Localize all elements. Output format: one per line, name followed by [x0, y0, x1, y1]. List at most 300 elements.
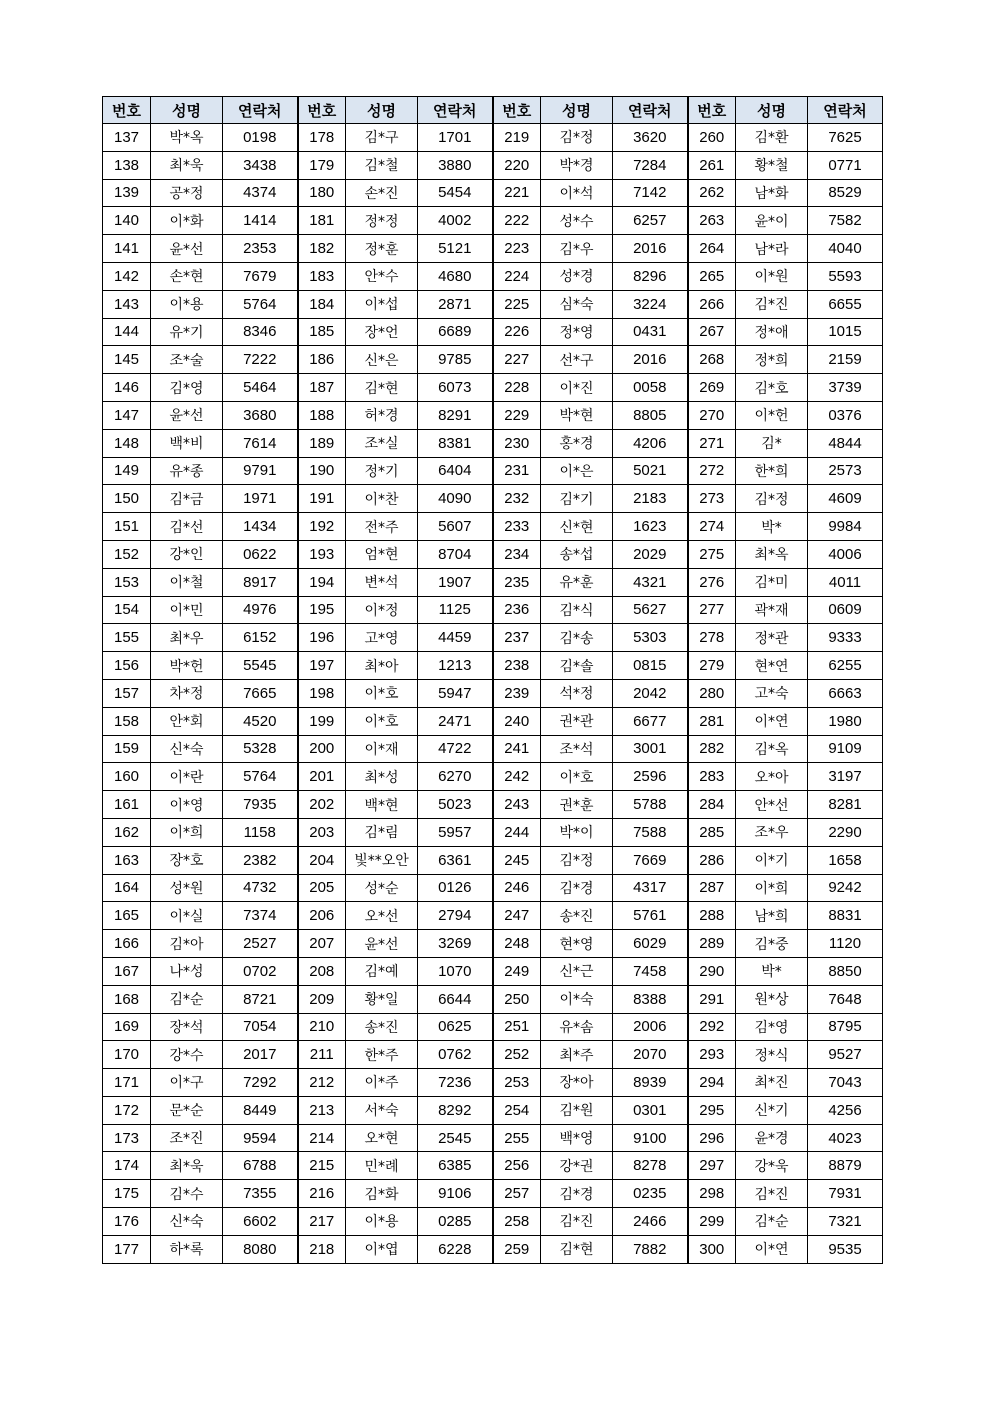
entry-phone: 2017: [223, 1041, 298, 1069]
entry-number: 143: [103, 290, 151, 318]
entry-name: 송*섭: [541, 540, 613, 568]
entry-number: 265: [688, 262, 736, 290]
entry-name: 유*기: [151, 318, 223, 346]
entry-number: 281: [688, 707, 736, 735]
entry-number: 140: [103, 207, 151, 235]
entry-name: 이*주: [346, 1069, 418, 1097]
entry-name: 신*현: [541, 513, 613, 541]
entry-number: 148: [103, 429, 151, 457]
entry-name: 김*영: [151, 374, 223, 402]
entry-number: 201: [298, 763, 346, 791]
entry-phone: 5764: [223, 290, 298, 318]
table-row: [103, 1069, 883, 1097]
entry-number: 166: [103, 930, 151, 958]
entry-number: 157: [103, 679, 151, 707]
entry-phone: 2545: [418, 1124, 493, 1152]
entry-name: 성*원: [151, 874, 223, 902]
entry-number: 212: [298, 1069, 346, 1097]
entry-phone: 8795: [808, 1013, 883, 1041]
entry-name: 백*비: [151, 429, 223, 457]
entry-number: 276: [688, 568, 736, 596]
entry-phone: 2070: [613, 1041, 688, 1069]
entry-name: 남*화: [736, 179, 808, 207]
number-header: 번호: [298, 97, 346, 124]
entry-number: 198: [298, 679, 346, 707]
entry-number: 160: [103, 763, 151, 791]
entry-phone: 2016: [613, 346, 688, 374]
entry-number: 220: [493, 151, 541, 179]
entry-name: 김*화: [346, 1180, 418, 1208]
entry-phone: 6073: [418, 374, 493, 402]
entry-phone: 7935: [223, 791, 298, 819]
entry-name: 한*주: [346, 1041, 418, 1069]
entry-number: 191: [298, 485, 346, 513]
entry-number: 263: [688, 207, 736, 235]
entry-number: 177: [103, 1235, 151, 1263]
entry-name: 유*솜: [541, 1013, 613, 1041]
entry-name: 공*정: [151, 179, 223, 207]
entry-phone: 7284: [613, 151, 688, 179]
entry-phone: 6228: [418, 1235, 493, 1263]
entry-name: 석*정: [541, 679, 613, 707]
table-row: [103, 124, 883, 152]
entry-number: 161: [103, 791, 151, 819]
entry-phone: 4090: [418, 485, 493, 513]
entry-name: 장*아: [541, 1069, 613, 1097]
entry-phone: 1158: [223, 818, 298, 846]
entry-name: 홍*경: [541, 429, 613, 457]
entry-name: 정*훈: [346, 235, 418, 263]
entry-phone: 6257: [613, 207, 688, 235]
entry-number: 149: [103, 457, 151, 485]
entry-number: 188: [298, 401, 346, 429]
entry-phone: 6602: [223, 1208, 298, 1236]
entry-phone: 5593: [808, 262, 883, 290]
entry-name: 하*록: [151, 1235, 223, 1263]
entry-number: 190: [298, 457, 346, 485]
entry-phone: 9785: [418, 346, 493, 374]
entry-number: 142: [103, 262, 151, 290]
entry-name: 성*순: [346, 874, 418, 902]
entry-name: 이*기: [736, 846, 808, 874]
entry-number: 165: [103, 902, 151, 930]
entry-phone: 8529: [808, 179, 883, 207]
table-row: [103, 1096, 883, 1124]
entry-number: 208: [298, 957, 346, 985]
table-row: [103, 179, 883, 207]
entry-name: 선*구: [541, 346, 613, 374]
entry-name: 김*식: [541, 596, 613, 624]
table-row: [103, 735, 883, 763]
entry-phone: 8388: [613, 985, 688, 1013]
entry-number: 216: [298, 1180, 346, 1208]
entry-number: 299: [688, 1208, 736, 1236]
entry-name: 김*옥: [736, 735, 808, 763]
contact-header: 연락처: [418, 97, 493, 124]
entry-number: 244: [493, 818, 541, 846]
entry-number: 159: [103, 735, 151, 763]
entry-phone: 1434: [223, 513, 298, 541]
entry-name: 한*희: [736, 457, 808, 485]
entry-number: 287: [688, 874, 736, 902]
table-header: [103, 97, 883, 124]
entry-number: 203: [298, 818, 346, 846]
entry-name: 허*경: [346, 401, 418, 429]
entry-number: 250: [493, 985, 541, 1013]
entry-name: 이*용: [151, 290, 223, 318]
entry-phone: 7614: [223, 429, 298, 457]
entry-name: 손*진: [346, 179, 418, 207]
entry-phone: 3739: [808, 374, 883, 402]
entry-number: 288: [688, 902, 736, 930]
entry-phone: 7882: [613, 1235, 688, 1263]
entry-number: 167: [103, 957, 151, 985]
entry-number: 199: [298, 707, 346, 735]
entry-number: 234: [493, 540, 541, 568]
table-row: [103, 763, 883, 791]
roster-table: [102, 96, 883, 1264]
entry-name: 박*헌: [151, 652, 223, 680]
entry-phone: 5328: [223, 735, 298, 763]
entry-number: 200: [298, 735, 346, 763]
entry-number: 296: [688, 1124, 736, 1152]
entry-number: 274: [688, 513, 736, 541]
table-row: [103, 401, 883, 429]
entry-number: 221: [493, 179, 541, 207]
entry-number: 230: [493, 429, 541, 457]
entry-name: 김*영: [736, 1013, 808, 1041]
entry-phone: 3880: [418, 151, 493, 179]
entry-number: 179: [298, 151, 346, 179]
table-row: [103, 985, 883, 1013]
table-row: [103, 207, 883, 235]
table-row: [103, 485, 883, 513]
table-row: [103, 791, 883, 819]
entry-number: 242: [493, 763, 541, 791]
entry-name: 안*선: [736, 791, 808, 819]
entry-phone: 2159: [808, 346, 883, 374]
entry-number: 261: [688, 151, 736, 179]
entry-name: 송*진: [541, 902, 613, 930]
entry-number: 222: [493, 207, 541, 235]
entry-phone: 6644: [418, 985, 493, 1013]
entry-name: 안*회: [151, 707, 223, 735]
entry-phone: 7582: [808, 207, 883, 235]
entry-name: 김*진: [736, 290, 808, 318]
entry-phone: 0609: [808, 596, 883, 624]
entry-number: 147: [103, 401, 151, 429]
entry-name: 최*진: [736, 1069, 808, 1097]
entry-phone: 1980: [808, 707, 883, 735]
entry-phone: 7679: [223, 262, 298, 290]
entry-phone: 3197: [808, 763, 883, 791]
entry-number: 186: [298, 346, 346, 374]
number-header: 번호: [103, 97, 151, 124]
entry-number: 264: [688, 235, 736, 263]
entry-name: 김*송: [541, 624, 613, 652]
entry-number: 293: [688, 1041, 736, 1069]
entry-number: 138: [103, 151, 151, 179]
entry-number: 164: [103, 874, 151, 902]
entry-number: 219: [493, 124, 541, 152]
entry-number: 282: [688, 735, 736, 763]
entry-number: 162: [103, 818, 151, 846]
table-row: [103, 707, 883, 735]
number-header: 번호: [493, 97, 541, 124]
entry-phone: 5627: [613, 596, 688, 624]
entry-name: 정*관: [736, 624, 808, 652]
table-row: [103, 1208, 883, 1236]
entry-phone: 8879: [808, 1152, 883, 1180]
entry-name: 이*구: [151, 1069, 223, 1097]
entry-phone: 1120: [808, 930, 883, 958]
entry-number: 268: [688, 346, 736, 374]
entry-name: 이*숙: [541, 985, 613, 1013]
entry-phone: 0771: [808, 151, 883, 179]
entry-name: 윤*선: [346, 930, 418, 958]
entry-name: 박*: [736, 957, 808, 985]
entry-phone: 4256: [808, 1096, 883, 1124]
entry-phone: 1414: [223, 207, 298, 235]
entry-phone: 6255: [808, 652, 883, 680]
entry-number: 209: [298, 985, 346, 1013]
entry-phone: 1015: [808, 318, 883, 346]
entry-name: 정*애: [736, 318, 808, 346]
entry-phone: 9333: [808, 624, 883, 652]
table-row: [103, 235, 883, 263]
entry-number: 174: [103, 1152, 151, 1180]
entry-phone: 8080: [223, 1235, 298, 1263]
entry-number: 223: [493, 235, 541, 263]
entry-name: 이*섭: [346, 290, 418, 318]
entry-phone: 2042: [613, 679, 688, 707]
entry-name: 원*상: [736, 985, 808, 1013]
entry-phone: 0126: [418, 874, 493, 902]
entry-name: 황*철: [736, 151, 808, 179]
entry-number: 172: [103, 1096, 151, 1124]
entry-name: 손*현: [151, 262, 223, 290]
entry-phone: 7931: [808, 1180, 883, 1208]
entry-name: 박*이: [541, 818, 613, 846]
entry-phone: 5303: [613, 624, 688, 652]
entry-phone: 4680: [418, 262, 493, 290]
entry-number: 284: [688, 791, 736, 819]
entry-phone: 7625: [808, 124, 883, 152]
entry-number: 168: [103, 985, 151, 1013]
entry-phone: 2471: [418, 707, 493, 735]
entry-name: 윤*이: [736, 207, 808, 235]
entry-number: 243: [493, 791, 541, 819]
entry-name: 김*순: [736, 1208, 808, 1236]
entry-name: 신*숙: [151, 735, 223, 763]
entry-phone: 6270: [418, 763, 493, 791]
entry-number: 175: [103, 1180, 151, 1208]
entry-number: 231: [493, 457, 541, 485]
entry-number: 270: [688, 401, 736, 429]
entry-name: 성*경: [541, 262, 613, 290]
entry-name: 엄*현: [346, 540, 418, 568]
entry-number: 285: [688, 818, 736, 846]
entry-phone: 2353: [223, 235, 298, 263]
entry-name: 이*호: [346, 679, 418, 707]
entry-phone: 3269: [418, 930, 493, 958]
entry-name: 김*구: [346, 124, 418, 152]
entry-number: 259: [493, 1235, 541, 1263]
entry-phone: 5947: [418, 679, 493, 707]
entry-phone: 6788: [223, 1152, 298, 1180]
entry-name: 김*정: [541, 124, 613, 152]
entry-number: 170: [103, 1041, 151, 1069]
table-row: [103, 290, 883, 318]
entry-name: 강*욱: [736, 1152, 808, 1180]
entry-name: 정*희: [736, 346, 808, 374]
contact-header: 연락처: [613, 97, 688, 124]
entry-phone: 2382: [223, 846, 298, 874]
entry-number: 295: [688, 1096, 736, 1124]
entry-name: 김*환: [736, 124, 808, 152]
entry-name: 오*아: [736, 763, 808, 791]
entry-phone: 4722: [418, 735, 493, 763]
entry-phone: 4374: [223, 179, 298, 207]
entry-name: 서*숙: [346, 1096, 418, 1124]
entry-name: 황*일: [346, 985, 418, 1013]
entry-name: 신*기: [736, 1096, 808, 1124]
table-row: [103, 1124, 883, 1152]
entry-name: 윤*경: [736, 1124, 808, 1152]
entry-number: 180: [298, 179, 346, 207]
entry-name: 김*미: [736, 568, 808, 596]
entry-number: 248: [493, 930, 541, 958]
entry-phone: 9984: [808, 513, 883, 541]
entry-name: 권*관: [541, 707, 613, 735]
entry-number: 292: [688, 1013, 736, 1041]
entry-number: 158: [103, 707, 151, 735]
entry-name: 정*기: [346, 457, 418, 485]
table-row: [103, 957, 883, 985]
entry-name: 박*현: [541, 401, 613, 429]
entry-number: 246: [493, 874, 541, 902]
entry-name: 조*우: [736, 818, 808, 846]
table-row: [103, 1152, 883, 1180]
entry-number: 275: [688, 540, 736, 568]
entry-name: 이*연: [736, 707, 808, 735]
entry-number: 197: [298, 652, 346, 680]
entry-name: 이*엽: [346, 1235, 418, 1263]
entry-number: 189: [298, 429, 346, 457]
entry-phone: 4040: [808, 235, 883, 263]
entry-name: 남*라: [736, 235, 808, 263]
entry-phone: 2573: [808, 457, 883, 485]
entry-number: 146: [103, 374, 151, 402]
entry-name: 현*연: [736, 652, 808, 680]
entry-phone: 8850: [808, 957, 883, 985]
entry-phone: 8721: [223, 985, 298, 1013]
entry-phone: 2183: [613, 485, 688, 513]
entry-phone: 4002: [418, 207, 493, 235]
entry-phone: 4006: [808, 540, 883, 568]
entry-phone: 7669: [613, 846, 688, 874]
entry-phone: 4520: [223, 707, 298, 735]
entry-name: 송*진: [346, 1013, 418, 1041]
entry-phone: 4844: [808, 429, 883, 457]
entry-phone: 9109: [808, 735, 883, 763]
table-row: [103, 679, 883, 707]
entry-number: 300: [688, 1235, 736, 1263]
table-row: [103, 652, 883, 680]
table-row: [103, 151, 883, 179]
entry-phone: 2527: [223, 930, 298, 958]
entry-number: 211: [298, 1041, 346, 1069]
entry-phone: 7458: [613, 957, 688, 985]
entry-number: 240: [493, 707, 541, 735]
entry-phone: 8278: [613, 1152, 688, 1180]
entry-number: 204: [298, 846, 346, 874]
entry-phone: 3224: [613, 290, 688, 318]
entry-number: 171: [103, 1069, 151, 1097]
entry-name: 안*수: [346, 262, 418, 290]
entry-name: 이*찬: [346, 485, 418, 513]
entry-number: 178: [298, 124, 346, 152]
entry-number: 269: [688, 374, 736, 402]
entry-phone: 1213: [418, 652, 493, 680]
entry-name: 김*아: [151, 930, 223, 958]
entry-number: 252: [493, 1041, 541, 1069]
entry-phone: 0815: [613, 652, 688, 680]
entry-name: 성*수: [541, 207, 613, 235]
entry-name: 최*우: [151, 624, 223, 652]
entry-name: 이*석: [541, 179, 613, 207]
entry-name: 김*원: [541, 1096, 613, 1124]
entry-phone: 6029: [613, 930, 688, 958]
entry-phone: 7292: [223, 1069, 298, 1097]
entry-phone: 1125: [418, 596, 493, 624]
entry-number: 256: [493, 1152, 541, 1180]
table-row: [103, 1013, 883, 1041]
entry-phone: 3620: [613, 124, 688, 152]
table-row: [103, 1041, 883, 1069]
entry-number: 239: [493, 679, 541, 707]
entry-number: 181: [298, 207, 346, 235]
entry-number: 241: [493, 735, 541, 763]
entry-number: 137: [103, 124, 151, 152]
entry-number: 255: [493, 1124, 541, 1152]
entry-number: 247: [493, 902, 541, 930]
table-row: [103, 374, 883, 402]
table-row: [103, 596, 883, 624]
entry-number: 262: [688, 179, 736, 207]
entry-name: 유*종: [151, 457, 223, 485]
entry-phone: 1971: [223, 485, 298, 513]
entry-phone: 5957: [418, 818, 493, 846]
entry-name: 김*기: [541, 485, 613, 513]
entry-name: 김*정: [736, 485, 808, 513]
entry-number: 236: [493, 596, 541, 624]
entry-name: 박*: [736, 513, 808, 541]
entry-name: 김*림: [346, 818, 418, 846]
entry-name: 김*예: [346, 957, 418, 985]
entry-number: 273: [688, 485, 736, 513]
table-row: [103, 457, 883, 485]
entry-name: 이*연: [736, 1235, 808, 1263]
entry-name: 김*금: [151, 485, 223, 513]
table-row: [103, 930, 883, 958]
entry-name: 정*식: [736, 1041, 808, 1069]
entry-number: 207: [298, 930, 346, 958]
entry-name: 윤*선: [151, 235, 223, 263]
entry-number: 260: [688, 124, 736, 152]
entry-number: 267: [688, 318, 736, 346]
entry-name: 김*: [736, 429, 808, 457]
